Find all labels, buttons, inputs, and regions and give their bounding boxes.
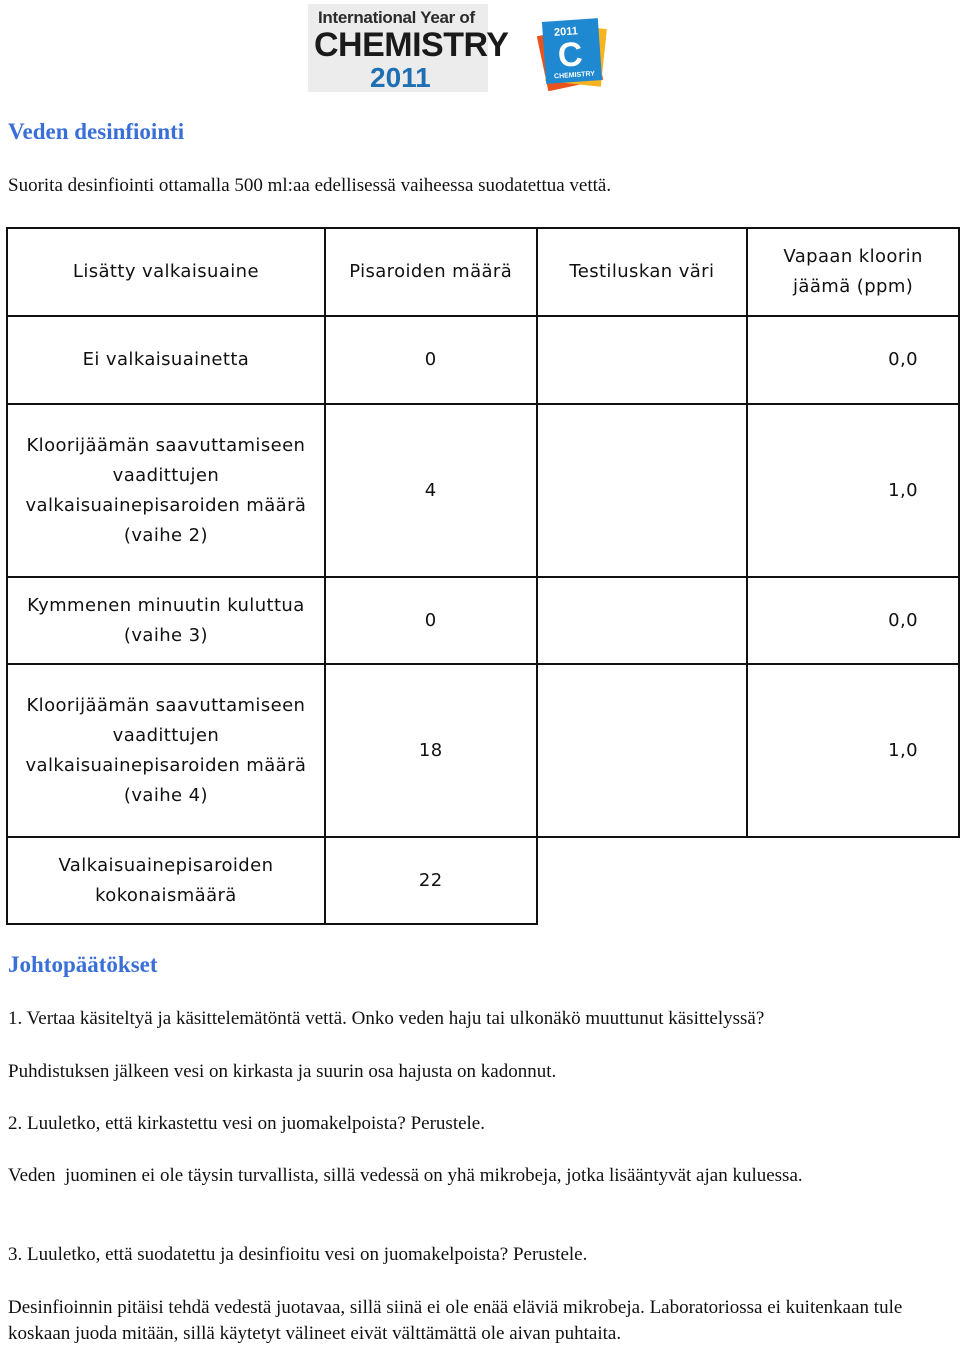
drops-cell: 4 [325, 404, 537, 577]
question-1: 1. Vertaa käsiteltyä ja käsittelemätöntä vettä. Onko veden haju tai ulkonäkö muuttunut käsittelyssä? [8, 1008, 765, 1029]
chlorine-cell: 0,0 [747, 577, 959, 664]
logo-wordmark [308, 4, 509, 93]
question-3: 3. Luuletko, että suodatettu ja desinfioitu vesi on juomakelpoista? Perustele. [8, 1244, 588, 1265]
header-cell: Lisätty valkaisuaine [7, 228, 325, 316]
color-cell [537, 316, 748, 404]
section-heading-conclusions: Johtopäätökset [8, 952, 158, 977]
row-label: Kymmenen minuutin kuluttua (vaihe 3) [7, 577, 325, 664]
table-row [7, 316, 959, 404]
chlorine-cell [747, 837, 959, 924]
chlorine-cell: 0,0 [747, 316, 959, 404]
row-label: Valkaisuainepisaroiden kokonaismäärä [7, 837, 325, 924]
chlorine-cell: 1,0 [747, 664, 959, 837]
iyc-2011-logo [308, 4, 608, 94]
table-row [7, 837, 959, 924]
answer-1: Puhdistuksen jälkeen vesi on kirkasta ja suurin osa hajusta on kadonnut. [8, 1061, 557, 1082]
drops-cell: 22 [325, 837, 537, 924]
table-row [7, 664, 959, 837]
chemistry-badge-icon: 2011 C CHEMISTRY [528, 10, 608, 94]
header-cell: Testiluskan väri [537, 228, 748, 316]
color-cell [537, 577, 748, 664]
row-label: Kloorijäämän saavuttamiseen vaadittujen valkaisuainepisaroiden määrä (vaihe 4) [7, 664, 325, 837]
answer-2: Veden juominen ei ole täysin turvallista, sillä vedessä on yhä mikrobeja, jotka lisääntyvät ajan kuluessa. [8, 1165, 803, 1186]
table-row [7, 404, 959, 577]
drops-cell: 0 [325, 316, 537, 404]
drops-cell: 0 [325, 577, 537, 664]
section-heading-disinfection: Veden desinfiointi [8, 119, 185, 144]
color-cell [537, 404, 748, 577]
table-header-row [7, 228, 959, 316]
question-2: 2. Luuletko, että kirkastettu vesi on juomakelpoista? Perustele. [8, 1113, 485, 1134]
chlorine-cell: 1,0 [747, 404, 959, 577]
results-table [6, 227, 960, 925]
logo-line-2: CHEMISTRY [314, 26, 509, 64]
row-label: Kloorijäämän saavuttamiseen vaadittujen valkaisuainepisaroiden määrä (vaihe 2) [7, 404, 325, 577]
drops-cell: 18 [325, 664, 537, 837]
color-cell [537, 664, 748, 837]
logo-line-3: 2011 [370, 62, 431, 93]
header-cell: Vapaan kloorin jäämä (ppm) [747, 228, 959, 316]
answer-3: Desinfioinnin pitäisi tehdä vedestä juotavaa, sillä siinä ei ole enää eläviä mikrobeja. Laboratoriossa ei kuitenkaan tule koskaan juoda mitään, sillä käytetyt välineet eivät välttämättä ole aivan puhtaita. [8, 1297, 903, 1344]
header-cell: Pisaroiden määrä [325, 228, 537, 316]
intro-text: Suorita desinfiointi ottamalla 500 ml:aa edellisessä vaiheessa suodatettua vettä. [8, 175, 612, 196]
logo-line-1: International Year of [318, 8, 475, 27]
row-label: Ei valkaisuainetta [7, 316, 325, 404]
table-row [7, 577, 959, 664]
color-cell [537, 837, 748, 924]
